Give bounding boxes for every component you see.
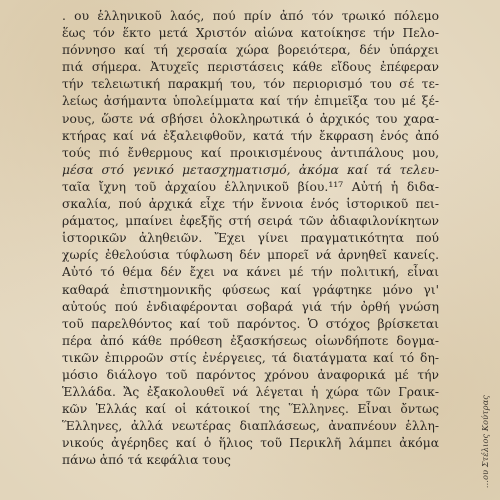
text-line-26: νικούς ἀγέρηδες καί ὁ ἥλιος τοῦ Περικλῆ λάμπει ἀκόμα	[62, 436, 439, 451]
text-line-8: κτήρας καί νά ἐξαλειφθοῦν, κατά τήν ἔκφραση ἑνός ἀπό	[62, 128, 439, 143]
spine-credit: ...ου Στέλιος Κούτρας	[481, 394, 490, 488]
text-line-20: πέρα ἀπό κάθε πρόθεση ἐξασκήσεως οἱωνδήποτε δογμα-	[62, 333, 439, 348]
text-line-1: . ου ἑλληνικοῦ λαός, πού πρίν ἀπό τόν τρωικό πόλεμο	[62, 9, 439, 23]
text-line-5: τήν τελειωτική παρακμή του, τόν περιορισμό του σέ τε-	[62, 77, 439, 92]
text-line-23: Ἑλλάδα. Ἄς ἐξακολουθεῖ νά λέγεται ἡ χώρα τῶν Γραικ-	[62, 385, 439, 400]
text-line-15: χωρίς ἐθελούσια τύφλωση δέν μπορεῖ νά ἀρνηθεῖ κανείς.	[62, 248, 439, 263]
text-line-25: Ἕλληνες, ἀλλά νεωτέρας διαπλάσεως, ἀναπνέουν ἑλλη-	[62, 419, 439, 434]
text-line-7: νους, ὥστε νά σβήσει ὁλοκληρωτικά ὁ ἀρχικός του χαρα-	[62, 111, 439, 126]
text-line-21: τικῶν ἐπιρροῶν στίς ἐνέργειες, τά διατάγματα καί τό δη-	[62, 350, 439, 365]
text-line-16: Αὐτό τό θέμα δέν ἔχει να κάνει μέ τήν πολιτική, εἶναι	[62, 265, 439, 280]
text-line-11: ταῖα ἴχνη τοῦ ἀρχαίου ἑλληνικοῦ βίου.¹¹⁷ Αὐτή ἡ διδα-	[62, 179, 439, 194]
text-line-27: πάνω ἀπό τά κεφάλια τους	[62, 453, 231, 468]
text-line-18: αὐτούς πού ἐνδιαφέρονται σοβαρά γιά τήν ὀρθή γνώση	[62, 299, 439, 314]
text-line-9: τούς πιό ἔνθερμους καί προικισμένους ἀντιπάλους μου,	[62, 145, 439, 160]
text-line-3: πόννησο καί τή χερσαία χώρα βορειότερα, δέν ὑπάρχει	[62, 43, 439, 58]
text-line-24: κῶν Ἑλλάς καί οἱ κάτοικοί της Ἕλληνες. Εἶναι ὄντως	[62, 402, 439, 417]
text-line-10: μέσα στό γενικό μετασχηματισμό, ἀκόμα καί τά τελευ-	[62, 162, 439, 177]
text-line-22: μόσιο διάλογο τοῦ παρόντος χρόνου ἀναφορικά μέ τήν	[62, 367, 439, 382]
text-line-4: πιά σήμερα. Ἀτυχεῖς περιστάσεις κάθε εἴδους ἐπέφεραν	[62, 60, 439, 75]
text-line-13: ράματος, μπαίνει ἐφεξῆς στή σειρά τῶν ἀδιαφιλονίκητων	[62, 214, 439, 229]
text-line-12: σκαλία, πού ἀρχικά εἶχε τήν ἔννοια ἑνός ἱστορικοῦ πει-	[62, 197, 439, 212]
text-line-2: ἕως τόν ἕκτο μετά Χριστόν αἰώνα κατοίκησε τήν Πελο-	[62, 26, 439, 41]
text-line-14: ἱστορικῶν ἀληθειῶν. Ἔχει γίνει πραγματικότητα πού	[62, 231, 439, 246]
text-line-6: λείως ἀσήμαντα ὑπολείμματα καί τήν ἐπιμεῖξα του μέ ξέ-	[62, 94, 439, 109]
body-text	[62, 8, 439, 470]
text-line-17: καθαρά ἐπιστημονικῆς φύσεως καί γράφτηκε μόνο γι'	[62, 282, 439, 297]
text-line-19: τοῦ παρελθόντος καί τοῦ παρόντος. Ὁ στόχος βρίσκεται	[62, 316, 439, 331]
